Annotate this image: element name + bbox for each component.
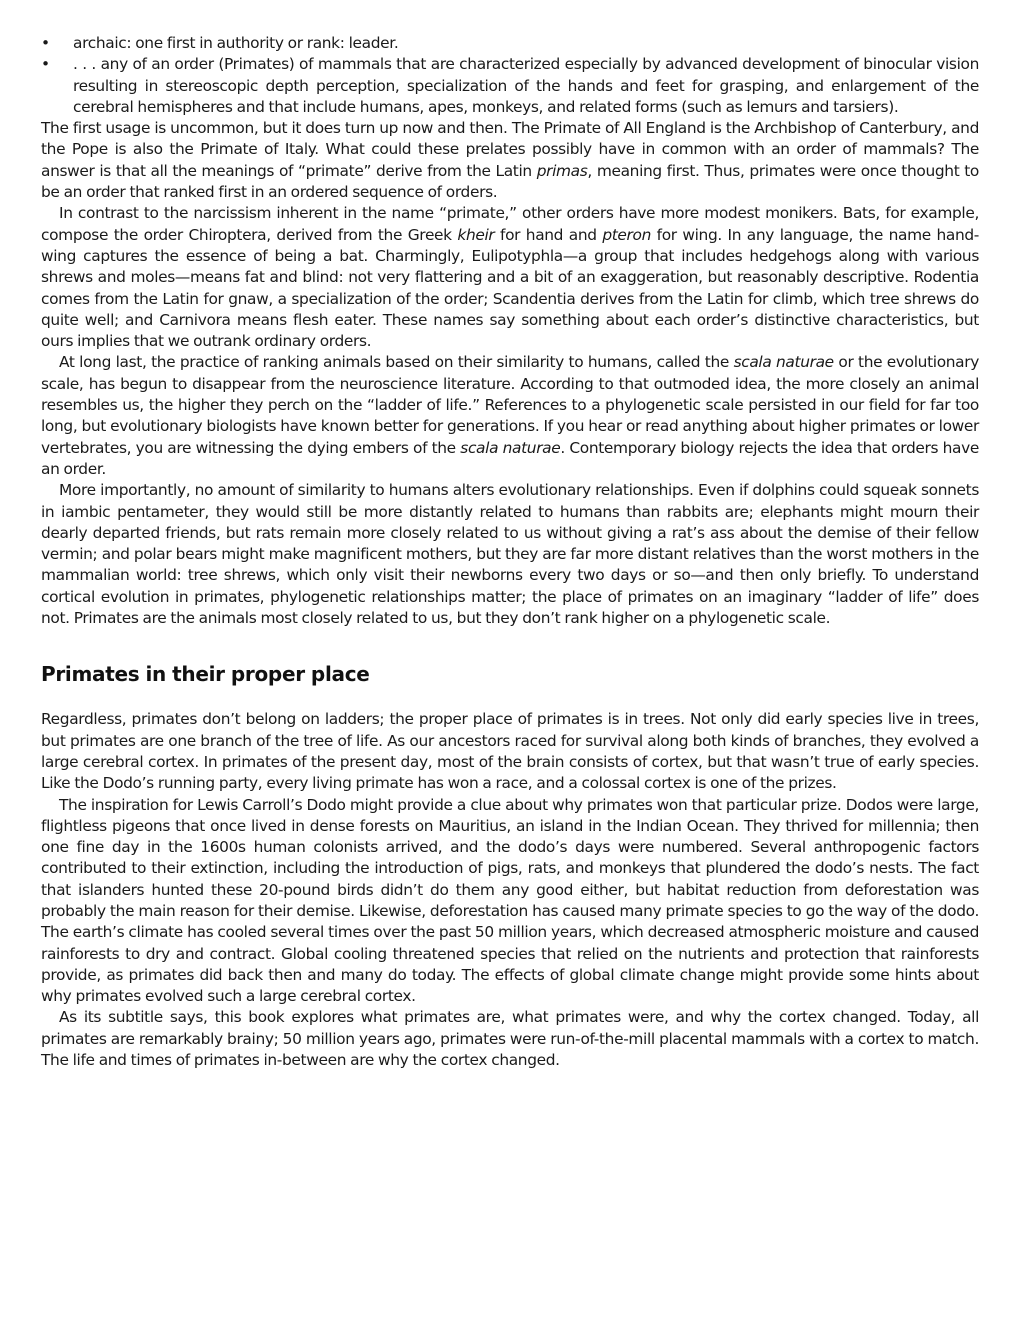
definition-list bbox=[41, 33, 979, 118]
paragraph-scala-naturae: At long last, the practice of ranking animals based on their similarity to humans, called the scala naturae or the evolutionary scale, has begun to disappear from the neuroscience literature. According to that outmoded idea, the more closely an animal resembles us, the higher they perch on the “ladder of life.” References to a phylogenetic scale persisted in our field for far too long, but evolutionary biologists have known better for generations. If you hear or read anything about higher primates or lower vertebrates, you are witnessing the dying embers of the scala naturae. Contemporary biology rejects the idea that orders have an order. bbox=[41, 353, 979, 478]
definition-item bbox=[41, 54, 979, 118]
bullet-icon: • bbox=[41, 55, 50, 74]
latin-term-primas: primas bbox=[536, 161, 588, 180]
greek-term-kheir: kheir bbox=[457, 225, 495, 244]
definition-text: archaic: one first in authority or rank: leader. bbox=[73, 34, 399, 52]
latin-term-scala-naturae: scala naturae bbox=[460, 438, 561, 457]
paragraph-order-names: In contrast to the narcissism inherent in the name “primate,” other orders have more modest monikers. Bats, for example, compose the order Chiroptera, derived from the Greek kheir for hand and pteron for wing. In any language, the name hand-wing captures the essence of being a bat. Charmingly, Eulipotyphla—a group that includes hedgehogs along with various shrews and moles—means fat and blind: not very flattering and a bit of an exaggeration, but reasonably descriptive. Rodentia comes from the Latin for gnaw, a specialization of the order; Scandentia derives from the Latin for climb, which tree shrews do quite well; and Carnivora means flesh eater. These names say something about each order’s distinctive characteristics, but ours implies that we outrank ordinary orders. bbox=[41, 204, 979, 351]
latin-term-scala-naturae: scala naturae bbox=[733, 353, 834, 372]
greek-term-pteron: pteron bbox=[602, 225, 651, 244]
paragraph-first-usage: The first usage is uncommon, but it does turn up now and then. The Primate of All England is the Archbishop of Canterbury, and the Pope is also the Primate of Italy. What could these prelates possibly have in common with an order of mammals? The answer is that all the meanings of “primate” derive from the Latin primas, meaning first. Thus, primates were once thought to be an order that ranked first in an ordered sequence of orders. bbox=[41, 119, 979, 202]
paragraph-dodo: The inspiration for Lewis Carroll’s Dodo might provide a clue about why primates won that particular prize. Dodos were large, flightless pigeons that once lived in dense forests on Mauritius, an island in the Indian Ocean. They thrived for millennia; then one fine day in the 1600s human colonists arrived, and the dodo’s days were numbered. Several anthropogenic factors contributed to their extinction, including the introduction of pigs, rats, and monkeys that plundered the dodo’s nests. The fact that islanders hunted these 20-pound birds didn’t do them any good either, but habitat reduction from deforestation was probably the main reason for their demise. Likewise, deforestation has caused many primate species to go the way of the dodo. The earth’s climate has cooled several times over the past 50 million years, which decreased atmospheric moisture and caused rainforests to dry and contract. Global cooling threatened species that relied on the nutrients and protection that rainforests provide, as primates did back then and many do today. The effects of global climate change might provide some hints about why primates evolved such a large cerebral cortex. bbox=[41, 795, 979, 1006]
paragraph-book-subtitle: As its subtitle says, this book explores what primates are, what primates were, and why the cortex changed. Today, all primates are remarkably brainy; 50 million years ago, primates were run-of-the-mill placental mammals with a cortex to match. The life and times of primates in-between are why the cortex changed. bbox=[41, 1008, 979, 1070]
paragraph-evolutionary-relationships: More importantly, no amount of similarity to humans alters evolutionary relationships. Even if dolphins could squeak sonnets in iambic pentameter, they would still be more distantly related to humans than rabbits are; elephants might mourn their dearly departed friends, but rats remain more closely related to us without giving a rat’s ass about the demise of their fellow vermin; and polar bears might make magnificent mothers, but they are far more distant relatives than the worst mothers in the mammalian world: tree shrews, which only visit their newborns every two days or so—and then only briefly. To understand cortical evolution in primates, phylogenetic relationships matter; the place of primates on an imaginary “ladder of life” does not. Primates are the animals most closely related to us, but they don’t rank higher on a phylogenetic scale. bbox=[41, 481, 979, 628]
paragraph-primates-in-trees: Regardless, primates don’t belong on ladders; the proper place of primates is in trees. Not only did early species live in trees, but primates are one branch of the tree of life. As our ancestors raced for survival along both kinds of branches, they evolved a large cerebral cortex. In primates of the present day, most of the brain consists of cortex, but that wasn’t true of early species. Like the Dodo’s running party, every living primate has won a race, and a colossal cortex is one of the prizes. bbox=[41, 710, 979, 793]
definition-item bbox=[41, 33, 979, 54]
document-page bbox=[41, 33, 979, 1071]
bullet-icon: • bbox=[41, 34, 50, 52]
section-heading: Primates in their proper place bbox=[41, 662, 370, 687]
definition-text: . . . any of an order (Primates) of mammals that are characterized especially by advanced development of binocular vision resulting in stereoscopic depth perception, specialization of the hands and feet for grasping, and enlargement of the cerebral hemispheres and that include humans, apes, monkeys, and related forms (such as lemurs and tarsiers). bbox=[73, 55, 979, 116]
